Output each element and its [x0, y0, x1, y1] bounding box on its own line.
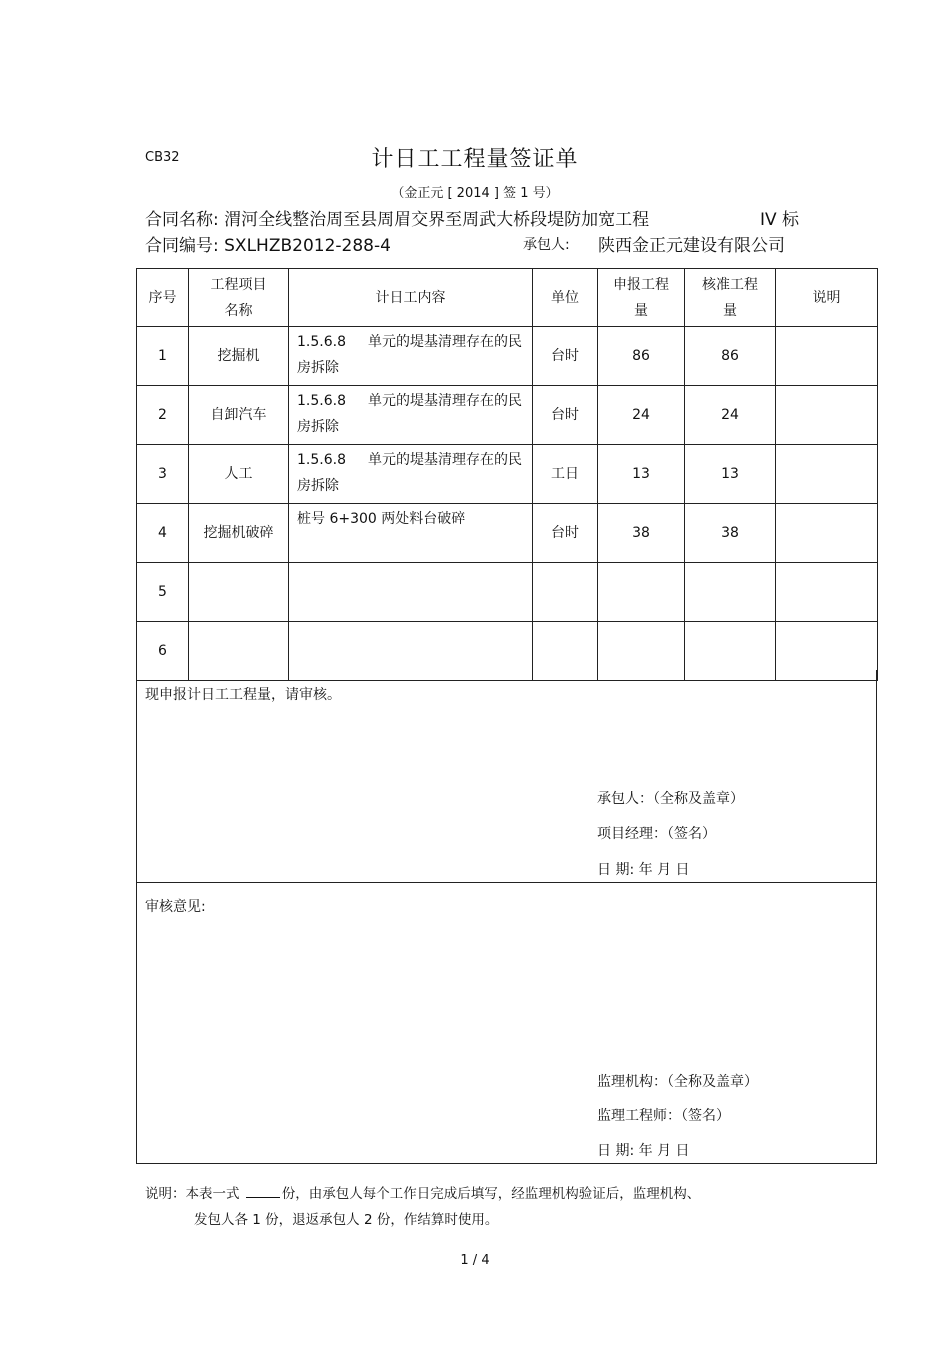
- contractor-label: 承包人:: [523, 237, 570, 253]
- header-approved: [685, 269, 776, 327]
- cell-content: [289, 445, 533, 504]
- project-manager-signature-label: 项目经理：（签名）: [597, 826, 716, 842]
- supervising-engineer-label: 监理工程师：（签名）: [597, 1108, 730, 1124]
- cell-item: 挖掘机: [189, 327, 289, 386]
- cell-seq: 2: [137, 386, 189, 445]
- report-date-label: 日 期: 年 月 日: [597, 862, 690, 878]
- header-item-line2: 名称: [224, 302, 253, 319]
- cell-unit: 台时: [533, 327, 598, 386]
- cell-note: [776, 504, 878, 563]
- content-code: 1.5.6.8: [297, 452, 346, 468]
- header-unit: 单位: [533, 269, 598, 327]
- document-number: （金正元 [ 2014 ] 签 1 号）: [391, 186, 559, 201]
- cell-unit: 工日: [533, 445, 598, 504]
- cell-item: 自卸汽车: [189, 386, 289, 445]
- review-panel: [136, 882, 877, 1164]
- cell-unit: 台时: [533, 386, 598, 445]
- contractor-signature-label: 承包人：（全称及盖章）: [597, 791, 744, 807]
- content-text: 单元的堤基清理存在的民房拆除: [297, 393, 522, 435]
- header-reported-line1: 申报工程: [613, 276, 669, 293]
- cell-note: [776, 386, 878, 445]
- cell-seq: 6: [137, 622, 189, 681]
- table-row: [137, 563, 878, 622]
- contract-name-row: [145, 205, 800, 230]
- header-seq: 序号: [137, 269, 189, 327]
- cell-content: [289, 563, 533, 622]
- header-content: 计日工内容: [289, 269, 533, 327]
- contract-no-label: 合同编号:: [145, 236, 219, 256]
- page-indicator: 1 / 4: [460, 1253, 490, 1268]
- contract-name-value: 渭河全线整治周至县周眉交界至周武大桥段堤防加宽工程: [224, 210, 650, 230]
- contract-no-value: SXLHZB2012-288-4: [224, 236, 391, 256]
- report-panel: [136, 670, 877, 883]
- cell-reported: 24: [598, 386, 685, 445]
- review-date-label: 日 期: 年 月 日: [597, 1143, 690, 1159]
- usage-note-prefix: 说明：本表一式: [145, 1186, 240, 1202]
- cell-note: [776, 445, 878, 504]
- page-title: 计日工工程量签证单: [371, 147, 579, 172]
- table-row: [137, 327, 878, 386]
- usage-note-rest: 份，由承包人每个工作日完成后填写，经监理机构验证后，监理机构、: [281, 1186, 701, 1202]
- cell-seq: 4: [137, 504, 189, 563]
- content-code: 1.5.6.8: [297, 393, 346, 409]
- cell-seq: 5: [137, 563, 189, 622]
- header-approved-line1: 核准工程: [702, 276, 758, 293]
- cell-content: [289, 327, 533, 386]
- daywork-table: [136, 268, 878, 681]
- header-reported: [598, 269, 685, 327]
- cell-item-text: 挖掘机破碎: [203, 525, 274, 541]
- content-text: 单元的堤基清理存在的民房拆除: [297, 334, 522, 376]
- supervisor-org-label: 监理机构：（全称及盖章）: [597, 1074, 758, 1090]
- cell-unit: 台时: [533, 504, 598, 563]
- table-row: [137, 386, 878, 445]
- usage-note-line2: 发包人各 1 份，退返承包人 2 份，作结算时使用。: [194, 1212, 499, 1228]
- cell-unit: [533, 563, 598, 622]
- form-code: CB32: [145, 150, 180, 165]
- cell-reported: 86: [598, 327, 685, 386]
- copies-blank: [246, 1185, 280, 1198]
- content-text: 桩号 6+300 两处料台破碎: [297, 511, 466, 527]
- cell-reported: [598, 563, 685, 622]
- cell-seq: 3: [137, 445, 189, 504]
- cell-approved: 38: [685, 504, 776, 563]
- cell-content: [289, 504, 533, 563]
- cell-content: [289, 386, 533, 445]
- header-item-line1: 工程项目: [210, 276, 267, 293]
- cell-approved: 24: [685, 386, 776, 445]
- header-note: 说明: [776, 269, 878, 327]
- content-code: 1.5.6.8: [297, 334, 346, 350]
- header-approved-line2: 量: [723, 302, 737, 319]
- contract-no-row: [145, 231, 785, 256]
- table-header-row: [137, 269, 878, 327]
- cell-note: [776, 327, 878, 386]
- report-statement: 现申报计日工工程量，请审核。: [145, 687, 341, 703]
- table-row: [137, 504, 878, 563]
- header-item: [189, 269, 289, 327]
- table-row: [137, 445, 878, 504]
- cell-approved: 13: [685, 445, 776, 504]
- review-statement: 审核意见:: [145, 899, 206, 915]
- contract-name-label: 合同名称:: [145, 210, 219, 230]
- cell-item: [189, 563, 289, 622]
- cell-item: 人工: [189, 445, 289, 504]
- usage-note-line1: [145, 1182, 700, 1202]
- content-text: 单元的堤基清理存在的民房拆除: [297, 452, 522, 494]
- cell-reported: 13: [598, 445, 685, 504]
- cell-item: [189, 504, 289, 563]
- section-mark: IV 标: [760, 210, 800, 230]
- cell-seq: 1: [137, 327, 189, 386]
- cell-approved: 86: [685, 327, 776, 386]
- header-reported-line2: 量: [634, 302, 648, 319]
- cell-approved: [685, 563, 776, 622]
- cell-note: [776, 563, 878, 622]
- cell-reported: 38: [598, 504, 685, 563]
- contractor-value: 陕西金正元建设有限公司: [598, 236, 785, 256]
